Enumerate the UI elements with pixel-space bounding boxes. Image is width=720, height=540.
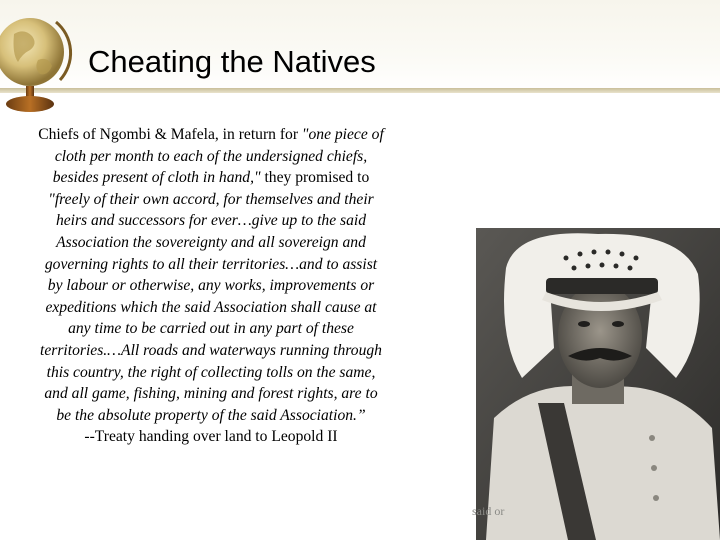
quote-lead: Chiefs of Ngombi & Mafela, in return for (38, 126, 302, 143)
quote-treaty-terms: "freely of their own accord, for themselves and their heirs and successors for ever…give up to the said Association the sovereignty and all sovereign and governing rights to all their territories…and to assist by labour or otherwise, any works, improvements or expeditions which the said Association shall cause at any time to be carried out in any part of these territories.…All roads and waterways running through this country, the right of collecting tolls on the same, and all game, fishing, mining and forest rights, are to be the absolute property of the said Association.” (40, 190, 382, 424)
slide-title: Cheating the Natives (88, 44, 376, 79)
quote-middle: they promised to (260, 169, 370, 187)
portrait-photo (476, 228, 720, 540)
photo-overlay-text: said or (472, 504, 505, 518)
title-divider (0, 88, 720, 93)
portrait-illustration (476, 228, 720, 540)
quote-body (36, 124, 386, 448)
quote-cloth-terms: "one piece of cloth per month to each of the undersigned chiefs, besides present of cloth in hand," (52, 126, 384, 187)
quote-attribution: --Treaty handing over land to Leopold II (84, 428, 338, 446)
globe-icon (0, 4, 74, 116)
